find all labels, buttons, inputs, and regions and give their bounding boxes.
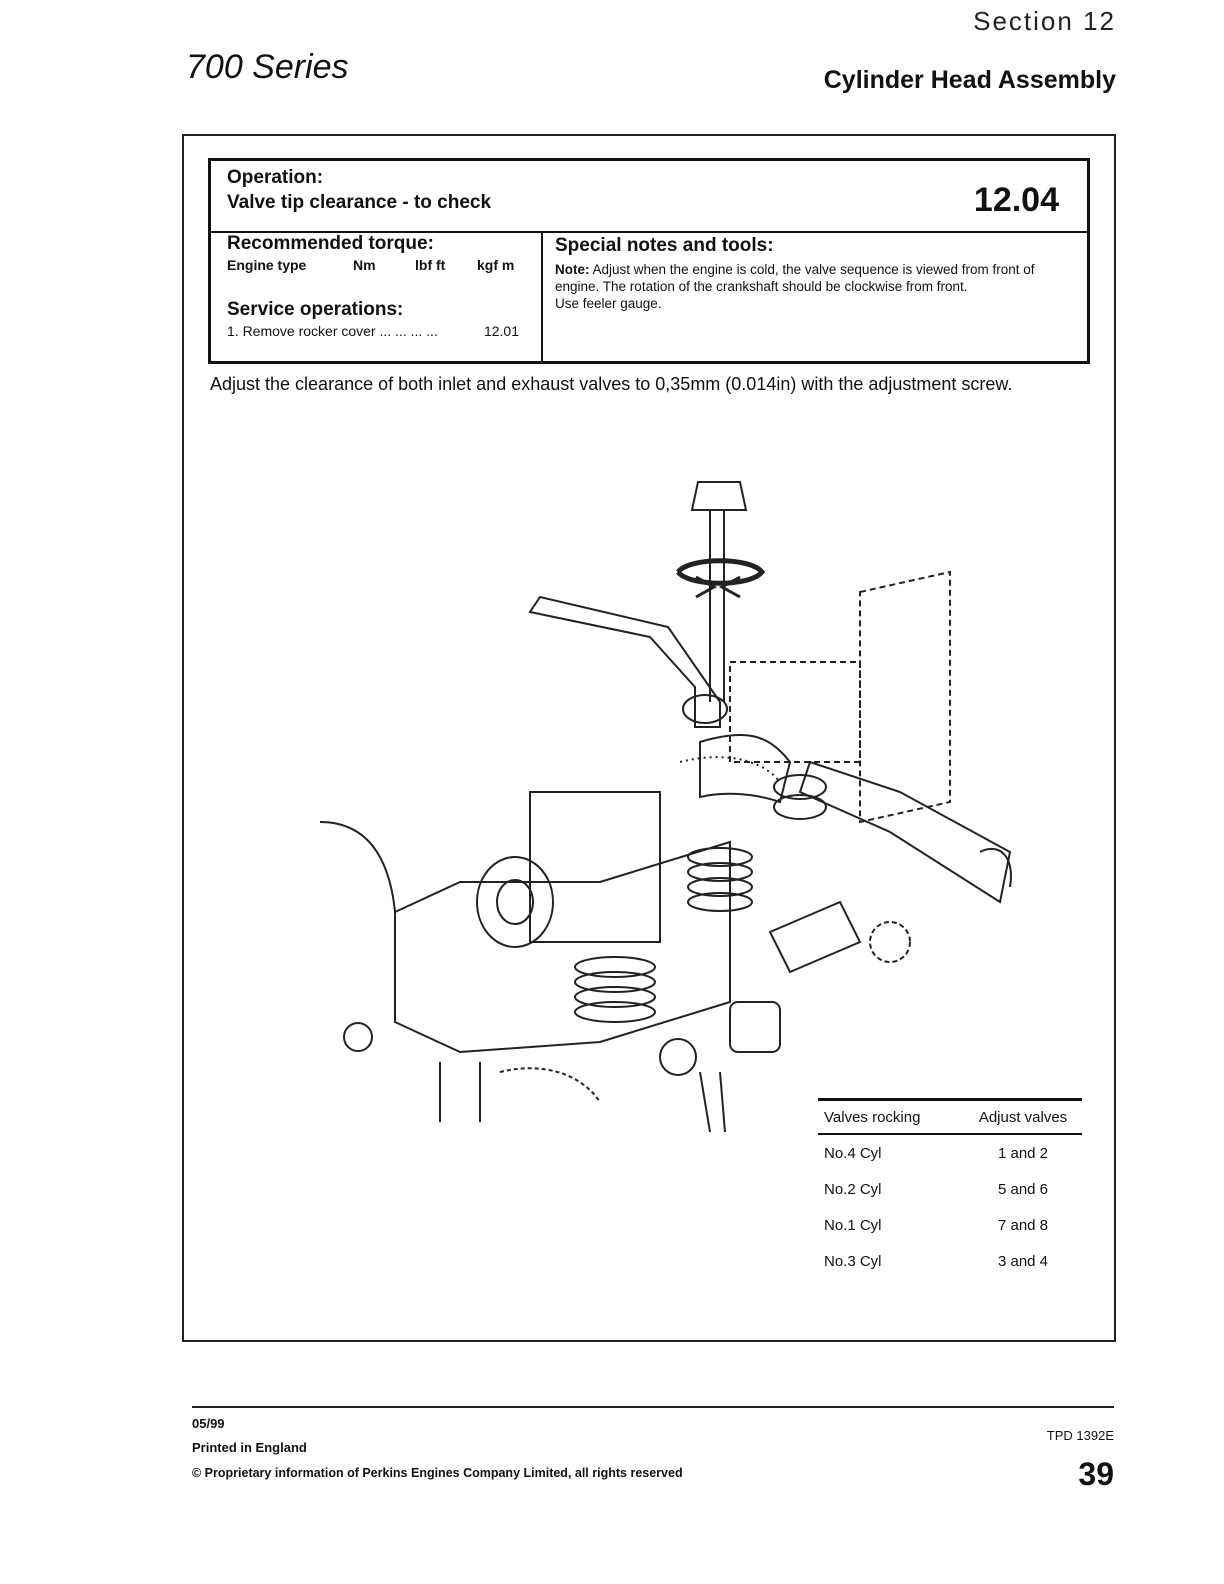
- footer-copyright: © Proprietary information of Perkins Engines Company Limited, all rights reserved: [192, 1466, 683, 1480]
- operation-label: Operation:: [227, 167, 324, 188]
- valve-post: [730, 1002, 780, 1052]
- valve-spring-right: [688, 848, 752, 911]
- table-row: [818, 1135, 1082, 1171]
- header-adjust-valves: Adjust valves: [978, 1108, 1068, 1126]
- notes-panel: [541, 231, 1087, 361]
- service-item: [227, 323, 519, 339]
- rotation-arrow: [678, 561, 762, 584]
- valve-sequence-table: [818, 1098, 1082, 1279]
- page-number: 39: [1078, 1456, 1114, 1492]
- operation-box: [208, 158, 1090, 364]
- head-bolt-left: [344, 1023, 372, 1051]
- series-title: 700 Series: [186, 48, 349, 86]
- rocker-shaft-end: [477, 857, 553, 947]
- torque-col-lbf-ft: lbf ft: [415, 257, 446, 273]
- cell-adjust: 1 and 2: [997, 1144, 1049, 1162]
- header-valves-rocking: Valves rocking: [824, 1108, 921, 1126]
- torque-col-nm: Nm: [353, 257, 376, 273]
- table-row: [818, 1171, 1082, 1207]
- service-item-text: 1. Remove rocker cover ... ... ... ...: [227, 323, 438, 339]
- cell-adjust: 3 and 4: [997, 1252, 1049, 1270]
- operation-number: 12.04: [973, 181, 1059, 219]
- footer-printed: Printed in England: [192, 1440, 307, 1455]
- table-row: [818, 1207, 1082, 1243]
- torque-heading: Recommended torque:: [227, 233, 434, 254]
- footer-reference: TPD 1392E: [1046, 1428, 1114, 1443]
- far-rocker-block: [860, 572, 950, 822]
- torque-service-panel: [211, 231, 543, 361]
- note-label: Note:: [555, 262, 590, 277]
- clearance-arrows: [696, 577, 740, 597]
- feeler-gauge: [800, 762, 1010, 902]
- table-header: [818, 1101, 1082, 1135]
- head-edge-left: [320, 822, 395, 912]
- note-text: Adjust when the engine is cold, the valve sequence is viewed from front of engine. The rotation of the crankshaft should be clockwise from front.: [555, 262, 1035, 294]
- cell-rocking: No.3 Cyl: [824, 1252, 882, 1270]
- valve-adjustment-illustration: [300, 462, 1020, 1152]
- footer-date: 05/99: [192, 1416, 225, 1431]
- tools-text: Use feeler gauge.: [555, 296, 662, 311]
- torque-col-engine-type: Engine type: [227, 257, 307, 273]
- document-title: Cylinder Head Assembly: [823, 66, 1116, 94]
- torque-col-kgf-m: kgf m: [477, 257, 515, 273]
- notes-text: [555, 261, 1081, 312]
- cell-adjust: 5 and 6: [997, 1180, 1049, 1198]
- cell-rocking: No.4 Cyl: [824, 1144, 882, 1162]
- spanner: [530, 597, 720, 727]
- head-lower-lines: [440, 1062, 725, 1132]
- intro-text: Adjust the clearance of both inlet and exhaust valves to 0,35mm (0.014in) with the adjustment screw.: [210, 374, 1013, 394]
- far-pedestal: [730, 662, 860, 762]
- cell-adjust: 7 and 8: [997, 1216, 1049, 1234]
- service-heading: Service operations:: [227, 299, 404, 320]
- table-row: [818, 1243, 1082, 1279]
- head-bolt-center: [660, 1039, 696, 1075]
- valve-spring-left: [575, 957, 655, 1022]
- service-item-ref: 12.01: [483, 323, 519, 339]
- cell-rocking: No.1 Cyl: [824, 1216, 882, 1234]
- screwdriver-shaft: [710, 510, 724, 702]
- operation-header: [211, 161, 1087, 233]
- cell-rocking: No.2 Cyl: [824, 1180, 882, 1198]
- rocker-end-right: [870, 922, 910, 962]
- rocker-shaft-hole: [497, 880, 533, 924]
- notes-heading: Special notes and tools:: [555, 235, 774, 256]
- cylinder-head-outline: [395, 842, 730, 1052]
- screwdriver-handle: [692, 482, 746, 510]
- footer-rule: [192, 1406, 1114, 1408]
- section-label: Section 12: [973, 6, 1116, 36]
- rocker-lever-right: [770, 902, 860, 972]
- head-lower-curve: [500, 1068, 600, 1102]
- operation-name: Valve tip clearance - to check: [227, 192, 492, 213]
